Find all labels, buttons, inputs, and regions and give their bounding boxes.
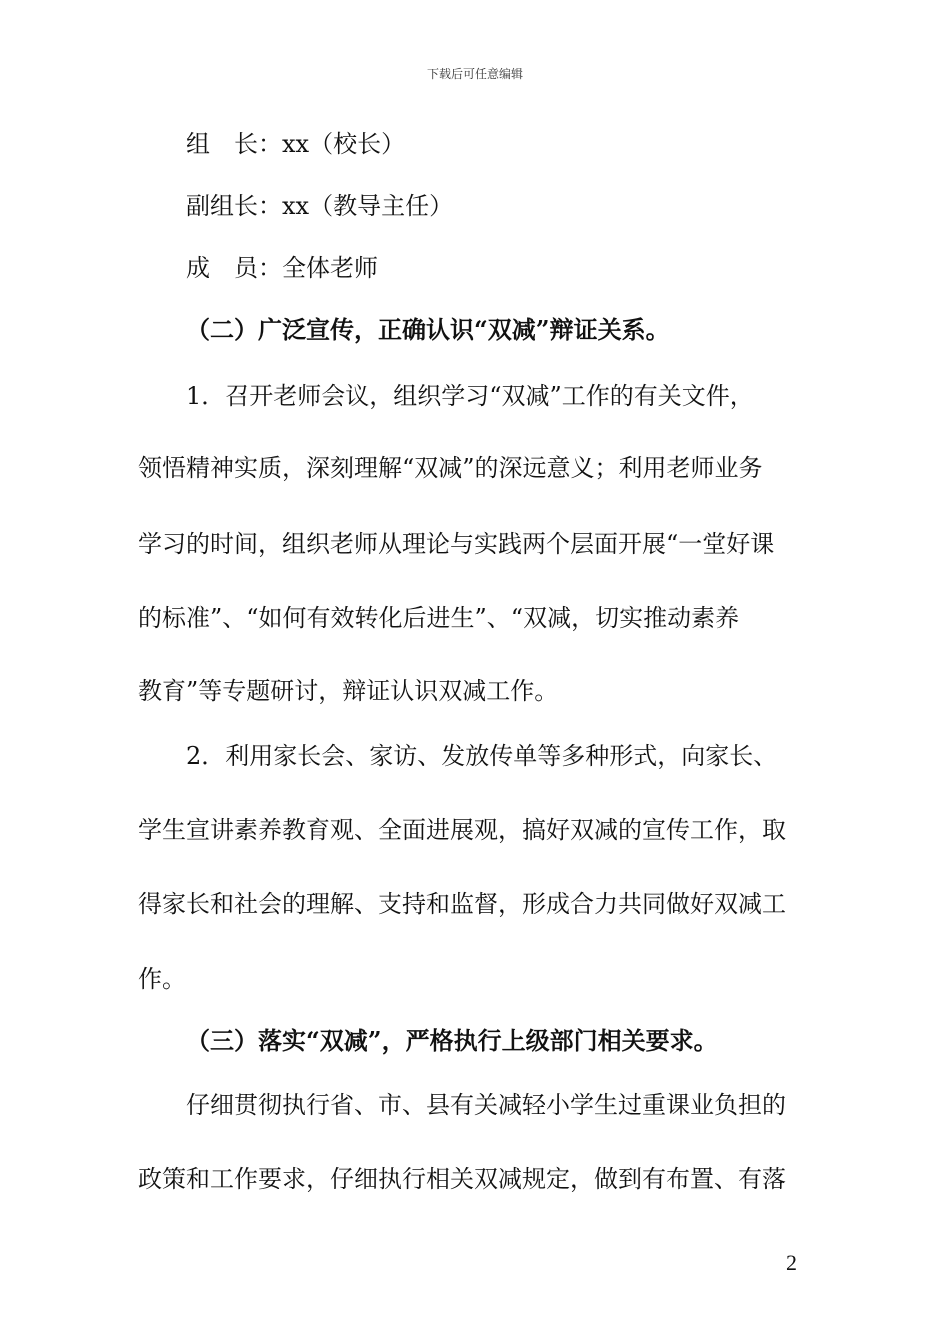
section2-para1-line: 学习的时间，组织老师从理论与实践两个层面开展“一堂好课 — [138, 530, 775, 558]
roster-members: 成 员：全体老师 — [186, 254, 378, 282]
section2-para1-line: 领悟精神实质，深刻理解“双减”的深远意义；利用老师业务 — [138, 454, 763, 482]
section3-heading: （三）落实“双减”，严格执行上级部门相关要求。 — [186, 1026, 718, 1055]
section3-para1-line: 政策和工作要求，仔细执行相关双减规定，做到有布置、有落 — [138, 1165, 786, 1193]
section2-para1-line: 教育”等专题研讨，辩证认识双减工作。 — [138, 677, 559, 705]
section2-para2-line: 作。 — [138, 965, 186, 993]
section2-para1-line: 1．召开老师会议，组织学习“双减”工作的有关文件， — [186, 382, 754, 410]
section2-para2-line: 得家长和社会的理解、支持和监督，形成合力共同做好双减工 — [138, 890, 786, 918]
section2-para2-line: 学生宣讲素养教育观、全面进展观，搞好双减的宣传工作，取 — [138, 816, 786, 844]
section2-para2-line: 2．利用家长会、家访、发放传单等多种形式，向家长、 — [186, 742, 778, 770]
page-number: 2 — [786, 1250, 797, 1275]
section3-para1-line: 仔细贯彻执行省、市、县有关减轻小学生过重课业负担的 — [186, 1091, 786, 1119]
section2-heading: （二）广泛宣传，正确认识“双减”辩证关系。 — [186, 315, 670, 344]
section2-para1-line: 的标准”、“如何有效转化后进生”、“双减，切实推动素养 — [138, 604, 740, 632]
roster-deputy: 副组长：xx（教导主任） — [186, 192, 454, 220]
page-header-note: 下载后可任意编辑 — [426, 67, 523, 81]
roster-leader: 组 长：xx（校长） — [186, 130, 406, 158]
